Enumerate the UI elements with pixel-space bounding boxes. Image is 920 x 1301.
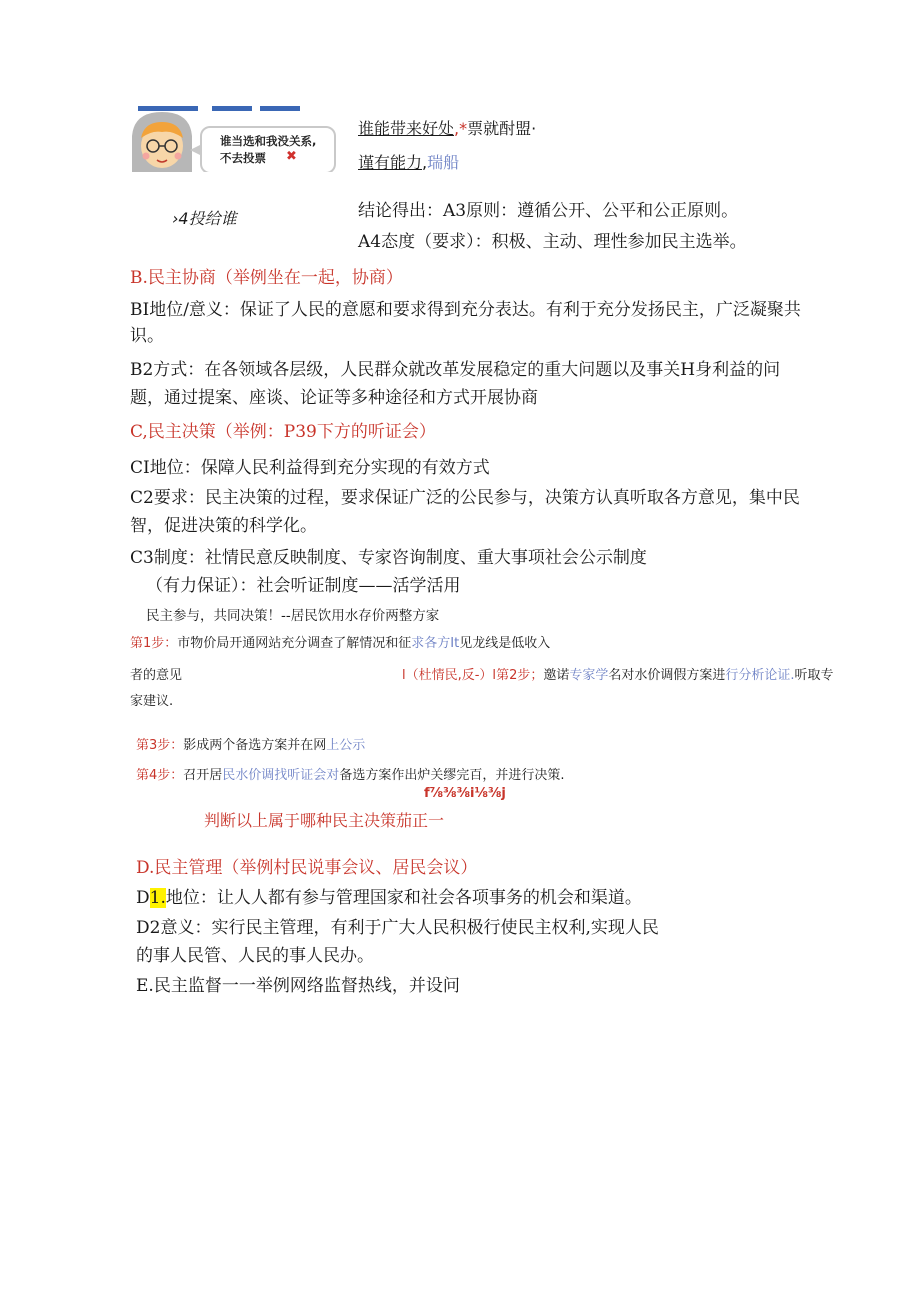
note-ability: 谨有能力 — [358, 153, 423, 172]
step-3-label: 第3步： — [136, 738, 184, 753]
note-vote-text: 票就酎盟· — [467, 119, 537, 138]
step-2-text-d: 行分析论证. — [725, 668, 795, 683]
cross-icon: ✖ — [286, 149, 297, 164]
b1-line-2: 识。 — [130, 326, 164, 346]
step-3-text-a: 影成两个备选方案并在网 — [183, 738, 327, 753]
step-4-text-b: 民水价调找听证会对 — [222, 768, 340, 783]
step-2-text-e: 听取专 — [794, 668, 834, 683]
case-step-2 — [402, 664, 834, 683]
d1-text: 地位：让人人都有参与管理国家和社会各项事务的机会和渠道。 — [165, 888, 642, 908]
section-c-title: C,民主决策（举例：P39下方的听证会） — [130, 422, 436, 442]
step-2-label: 第2步； — [496, 668, 544, 683]
conclusion-a3: 结论得出：A3原则：遵循公开、公平和公正原则。 — [358, 201, 739, 221]
step-2-text-b: 专家学 — [569, 668, 609, 683]
c1-line: CI地位：保障人民利益得到充分实现的有效方式 — [130, 458, 490, 478]
c3-line-1: C3制度：社情民意反映制度、专家咨询制度、重大事项社会公示制度 — [130, 548, 647, 568]
bubble-line-1: 谁当选和我没关系, — [220, 134, 317, 148]
section-d-title: D.民主管理（举例村民说事会议、居民会议） — [136, 858, 478, 878]
c2-line-1: C2要求：民主决策的过程，要求保证广泛的公民参与，决策方认真听取各方意见，集中民 — [130, 488, 800, 508]
conclusion-a4: A4态度（要求）：积极、主动、理性参加民主选举。 — [358, 232, 747, 252]
girl-icon — [128, 106, 200, 172]
step-3-text-b: 上公示 — [326, 738, 366, 753]
section-b-title: B.民主协商（举例坐在一起，协商） — [130, 268, 403, 288]
case-step-1 — [130, 632, 550, 651]
note-good-benefit: 谁能带来好处 — [358, 119, 455, 138]
d1-line — [136, 884, 642, 912]
step-2-line-2: 家建议. — [130, 694, 174, 709]
step-2-text-c: 名对水价调假方案进 — [608, 668, 726, 683]
c2-line-2: 智，促进决策的科学化。 — [130, 516, 317, 536]
cartoon-illustration — [128, 106, 343, 172]
step-4-text-a: 召开居 — [183, 768, 223, 783]
d1-number-highlight: 1. — [149, 888, 166, 908]
b2-line-1: B2方式：在各领域各层级，人民群众就改革发展稳定的重大问题以及事关H身利益的问 — [130, 360, 781, 380]
garbled-note: f⅞⅜⅜i⅛⅜j — [424, 786, 506, 801]
c3-line-2: （有力保证）：社会听证制度——活学活用 — [146, 576, 461, 596]
d1-prefix: D — [136, 888, 150, 908]
b2-line-2: 题，通过提案、座谈、论证等多种途径和方式开展协商 — [130, 388, 538, 408]
step-1-label: 第1步： — [130, 636, 178, 651]
step-1-line-2: 者的意见 — [130, 668, 183, 683]
step-4-label: 第4步： — [136, 768, 184, 783]
step-1-text-a: 市物价局开通网站充分调查了解情况和征 — [177, 636, 412, 651]
case-step-3 — [136, 734, 365, 753]
step-4-text-c: 备选方案作出炉关缪完百，并进行决策. — [339, 768, 565, 783]
case-title: 民主参与，共同决策！--居民饮用水存价两整方家 — [146, 608, 440, 624]
note-star: ,* — [454, 119, 468, 138]
case-step-4 — [136, 764, 564, 783]
step-1-text-b: 求各方It — [411, 636, 460, 651]
step-2-text-a: 邀诺 — [543, 668, 570, 683]
section-e-line: E.民主监督一一举例网络监督热线，并设问 — [136, 976, 460, 996]
bubble-line-2: 不去投票 — [220, 151, 266, 165]
b1-line-1: BI地位/意义：保证了人民的意愿和要求得到充分表达。有利于充分发扬民主，广泛凝聚共 — [130, 300, 801, 320]
note-line-2 — [358, 150, 459, 173]
step-1-text-c: 见龙线是低收入 — [459, 636, 551, 651]
note-comma: , — [422, 153, 428, 172]
bracket-note: l（杜情民,反-）l — [402, 668, 497, 683]
note-ruichuan: 瑞船 — [427, 153, 460, 172]
d2-line-1: D2意义：实行民主管理，有利于广大人民积极行使民主权利,实现人民 — [136, 918, 659, 938]
case-question: 判断以上属于哪种民主决策茄正一 — [204, 811, 445, 830]
d2-line-2: 的事人民管、人民的事人民办。 — [136, 946, 374, 966]
note-line-1 — [358, 116, 536, 139]
a4-vote-label: ›4投给谁 — [172, 209, 237, 228]
